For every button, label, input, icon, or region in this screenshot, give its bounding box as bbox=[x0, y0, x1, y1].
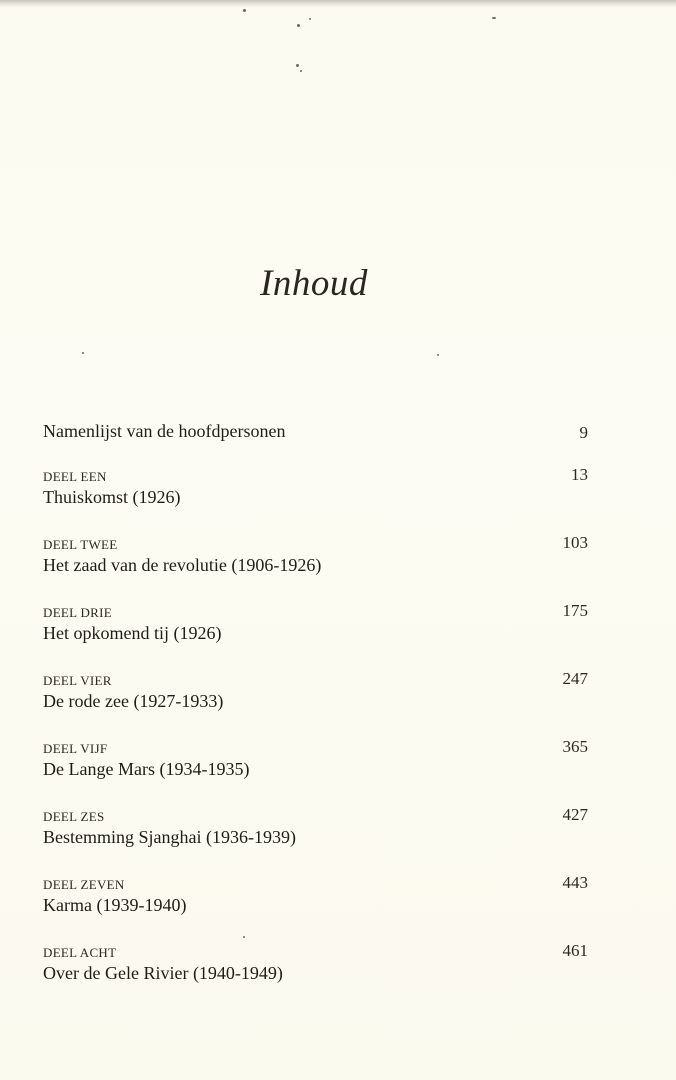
toc-entry-label: DEEL VIJF bbox=[43, 741, 108, 756]
toc-entry-label: DEEL ZES bbox=[43, 809, 105, 824]
toc-entry-label: DEEL EEN bbox=[43, 469, 107, 484]
paper-speck bbox=[437, 354, 439, 356]
toc-entry-label: DEEL TWEE bbox=[43, 537, 118, 552]
toc-entry-page: 175 bbox=[562, 601, 588, 620]
toc-entry-page: 443 bbox=[562, 873, 588, 892]
toc-entry-page: 247 bbox=[562, 669, 588, 688]
paper-speck bbox=[82, 352, 84, 354]
toc-entry-title: Het opkomend tij (1926) bbox=[43, 623, 222, 643]
page-top-edge bbox=[0, 0, 676, 8]
toc-entry-page: 13 bbox=[571, 465, 588, 484]
toc-entry-title: Bestemming Sjanghai (1936-1939) bbox=[43, 827, 296, 847]
toc-entry-label: DEEL ACHT bbox=[43, 945, 117, 960]
toc-entry-title: Het zaad van de revolutie (1906-1926) bbox=[43, 555, 322, 575]
paper-speck bbox=[243, 936, 245, 938]
page-title: Inhoud bbox=[260, 263, 368, 304]
toc-entry-title: Thuiskomst (1926) bbox=[43, 487, 181, 507]
toc-entry-label: DEEL ZEVEN bbox=[43, 877, 125, 892]
paper-speck bbox=[297, 24, 300, 27]
toc-intro-page: 9 bbox=[579, 423, 588, 442]
toc-entry-page: 103 bbox=[562, 533, 588, 552]
paper-speck bbox=[243, 9, 246, 12]
paper-speck bbox=[492, 17, 496, 19]
toc-entry-page: 365 bbox=[562, 737, 588, 756]
paper-speck bbox=[296, 64, 299, 67]
toc-entry-title: Over de Gele Rivier (1940-1949) bbox=[43, 963, 283, 983]
toc-entry-page: 461 bbox=[562, 941, 588, 960]
toc-entry-label: DEEL DRIE bbox=[43, 605, 113, 620]
toc-entry-title: Karma (1939-1940) bbox=[43, 895, 187, 915]
paper-speck bbox=[300, 70, 302, 72]
toc-intro-title: Namenlijst van de hoofdpersonen bbox=[43, 421, 286, 441]
paper-speck bbox=[309, 18, 311, 20]
toc-entry-label: DEEL VIER bbox=[43, 673, 112, 688]
toc-entry-title: De Lange Mars (1934-1935) bbox=[43, 759, 250, 779]
toc-entry-page: 427 bbox=[562, 805, 588, 824]
toc-entry-title: De rode zee (1927-1933) bbox=[43, 691, 224, 711]
